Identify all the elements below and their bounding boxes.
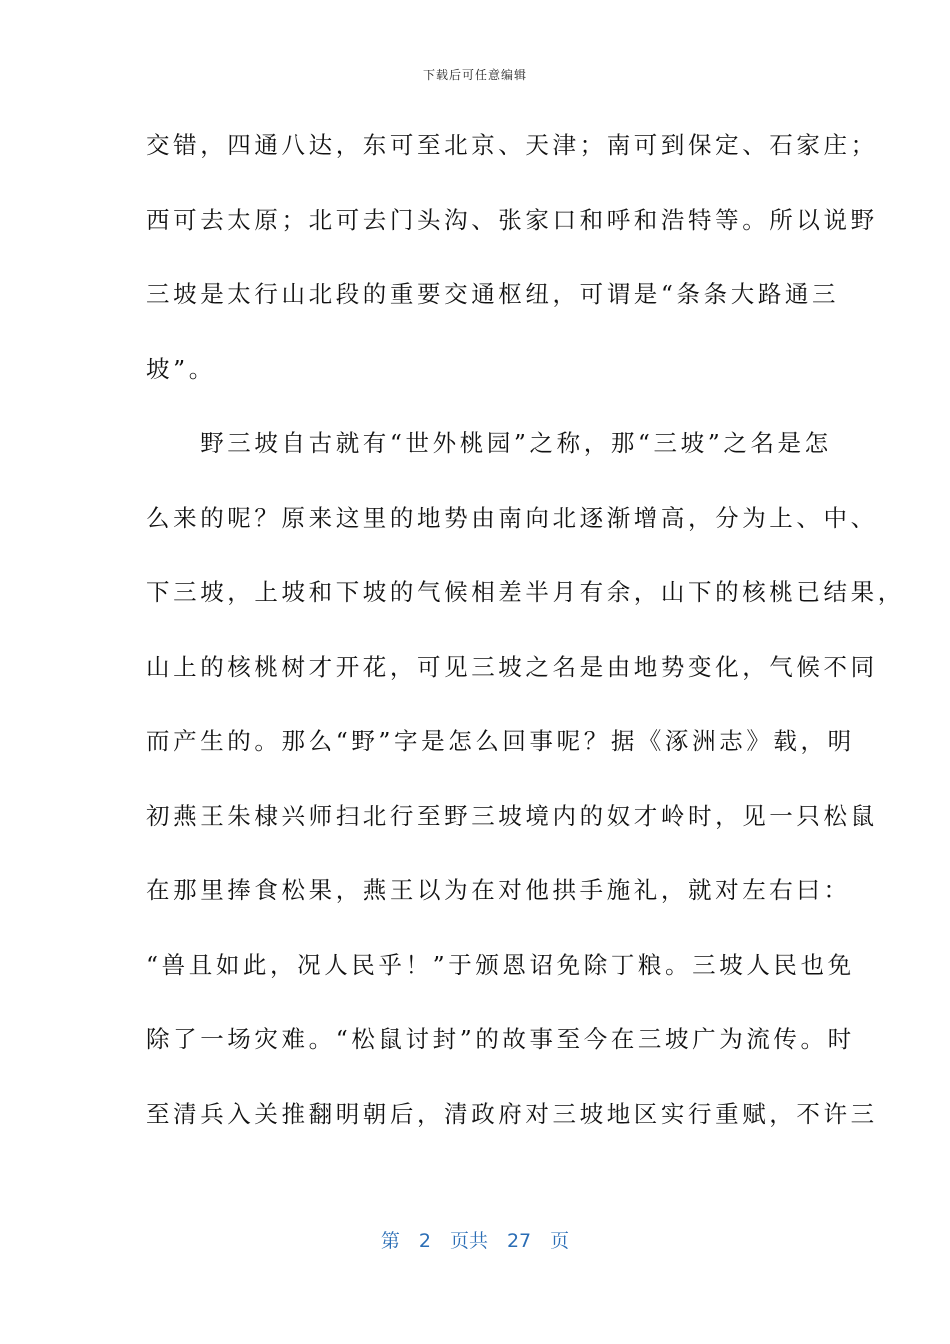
text-line: 至清兵入关推翻明朝后，清政府对三坡地区实行重赋，不许三 xyxy=(146,1099,878,1128)
text-line: 三坡是太行山北段的重要交通枢纽，可谓是“条条大路通三 xyxy=(146,280,840,308)
text-line: 初燕王朱棣兴师扫北行至野三坡境内的奴才岭时，见一只松鼠 xyxy=(146,801,878,830)
text-line: 在那里捧食松果，燕王以为在对他拱手施礼，就对左右曰： xyxy=(146,876,851,904)
text-line: 下三坡，上坡和下坡的气候相差半月有余，山下的核桃已结果， xyxy=(146,578,905,606)
page-header: 下载后可任意编辑 xyxy=(422,68,527,82)
text-line: 除了一场灾难。“松鼠讨封”的故事至今在三坡广为流传。时 xyxy=(146,1025,855,1053)
text-line: 野三坡自古就有“世外桃园”之称，那“三坡”之名是怎 xyxy=(146,429,832,457)
text-line: 坡”。 xyxy=(146,354,216,383)
text-line: 而产生的。那么“野”字是怎么回事呢？据《涿洲志》载，明 xyxy=(146,727,855,755)
text-line: “兽且如此，况人民乎！”于颁恩诏免除丁粮。三坡人民也免 xyxy=(146,950,855,979)
document-body xyxy=(146,124,905,1167)
text-line: 山上的核桃树才开花，可见三坡之名是由地势变化，气候不同 xyxy=(146,652,878,681)
page-footer: 第 2 页共 27 页 xyxy=(380,1230,570,1252)
text-line: 交错，四通八达，东可至北京、天津；南可到保定、石家庄； xyxy=(146,131,878,159)
text-line: 么来的呢？原来这里的地势由南向北逐渐增高，分为上、中、 xyxy=(146,503,878,532)
text-line: 西可去太原；北可去门头沟、张家口和呼和浩特等。所以说野 xyxy=(146,205,878,234)
